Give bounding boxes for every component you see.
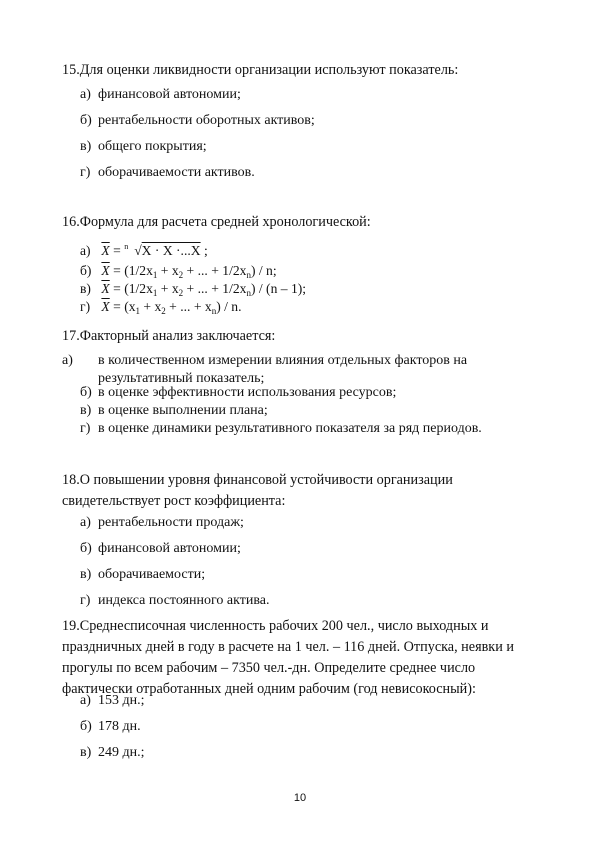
subscript: 1 bbox=[152, 270, 158, 280]
option-15-c bbox=[80, 138, 207, 156]
option-letter: в) bbox=[80, 567, 92, 582]
question-15 bbox=[62, 60, 540, 81]
formula-part: = (x bbox=[113, 299, 136, 314]
formula-part: ) / (n – 1); bbox=[250, 281, 307, 296]
option-17-d bbox=[80, 420, 482, 438]
option-letter: а) bbox=[80, 515, 91, 530]
subscript: n bbox=[246, 270, 251, 280]
question-17 bbox=[62, 326, 540, 347]
question-text: Формула для расчета средней хронологической: bbox=[79, 214, 371, 230]
formula-part: + ... + 1/2x bbox=[183, 281, 247, 296]
option-letter: б) bbox=[80, 385, 92, 400]
question-18 bbox=[62, 470, 540, 512]
formula-part: ) / n; bbox=[250, 263, 277, 278]
question-text: Среднесписочная численность рабочих 200 чел., число выходных и праздничных дней в году в расчете на 1 чел. – 116 дней. Отпуска, неявки и прогулы по всем рабочим – 7350 чел.-дн. Определите среднее число фактически отработанных дней одним рабочим (год невисокосный): bbox=[62, 618, 514, 697]
question-19 bbox=[62, 616, 540, 700]
page-number: 10 bbox=[293, 792, 307, 804]
option-text: рентабельности оборотных активов; bbox=[98, 113, 315, 128]
x-mean-symbol: $\overline{X}$ bbox=[101, 281, 110, 296]
option-letter: в) bbox=[80, 403, 92, 418]
radicand: X · X ·...X bbox=[141, 243, 201, 258]
option-letter: б) bbox=[80, 113, 92, 128]
option-18-c bbox=[80, 566, 205, 584]
option-letter: а) bbox=[62, 353, 73, 368]
option-15-a bbox=[80, 86, 241, 104]
option-text: оборачиваемости; bbox=[98, 567, 206, 582]
x-mean-symbol: $\overline{X}$ bbox=[101, 299, 110, 314]
option-text: 178 дн. bbox=[98, 719, 141, 734]
option-letter: в) bbox=[80, 745, 92, 760]
option-letter: г) bbox=[80, 593, 91, 608]
subscript: n bbox=[211, 306, 217, 316]
option-17-c bbox=[80, 402, 268, 420]
option-letter: а) bbox=[80, 243, 91, 258]
nth-root: n √X · X ·...X bbox=[124, 242, 200, 260]
option-15-b bbox=[80, 112, 315, 130]
option-17-b bbox=[80, 384, 396, 402]
option-letter: в) bbox=[80, 139, 92, 154]
option-text: финансовой автономии; bbox=[98, 87, 241, 102]
option-letter: б) bbox=[80, 541, 92, 556]
formula-part: + ... + x bbox=[165, 299, 212, 314]
option-19-b bbox=[80, 718, 141, 736]
option-letter: б) bbox=[80, 719, 92, 734]
x-mean-symbol: $\overline{X}$ bbox=[101, 243, 110, 258]
formula-part: ) / n. bbox=[216, 299, 242, 314]
option-text: 249 дн.; bbox=[98, 745, 145, 760]
option-text: в оценке эффективности использования ресурсов; bbox=[98, 385, 397, 400]
option-letter: б) bbox=[80, 263, 92, 278]
option-18-b bbox=[80, 540, 241, 558]
question-number: 17. bbox=[62, 328, 80, 344]
formula-option-a bbox=[80, 242, 208, 260]
question-number: 16. bbox=[62, 214, 80, 230]
option-letter: г) bbox=[80, 165, 91, 180]
subscript: n bbox=[246, 288, 251, 298]
question-text: О повышении уровня финансовой устойчивости организации свидетельствует рост коэффициента: bbox=[62, 472, 453, 509]
formula-part: + ... + 1/2x bbox=[183, 263, 247, 278]
question-16 bbox=[62, 212, 540, 233]
subscript: 1 bbox=[135, 306, 141, 316]
option-19-c bbox=[80, 744, 145, 762]
question-number: 15. bbox=[62, 62, 80, 78]
formula-tail: ; bbox=[203, 243, 208, 258]
option-text: 153 дн.; bbox=[98, 693, 145, 708]
option-letter: а) bbox=[80, 87, 91, 102]
option-15-d bbox=[80, 164, 255, 182]
formula-part: + x bbox=[157, 263, 179, 278]
subscript: 2 bbox=[161, 306, 166, 316]
formula-part: + x bbox=[140, 299, 162, 314]
option-text: рентабельности продаж; bbox=[98, 515, 244, 530]
question-number: 18. bbox=[62, 472, 80, 488]
option-letter: а) bbox=[80, 693, 91, 708]
question-text: Для оценки ликвидности организации используют показатель: bbox=[79, 62, 459, 78]
root-index: n bbox=[124, 242, 129, 251]
formula-part: = (1/2x bbox=[113, 281, 153, 296]
option-letter: г) bbox=[80, 299, 91, 314]
option-text: финансовой автономии; bbox=[98, 541, 241, 556]
option-18-d bbox=[80, 592, 270, 610]
subscript: 1 bbox=[152, 288, 158, 298]
subscript: 2 bbox=[178, 270, 184, 280]
option-text: в оценке динамики результативного показателя за ряд периодов. bbox=[98, 421, 482, 436]
option-19-a bbox=[80, 692, 145, 710]
option-text: в количественном измерении влияния отдельных факторов на результативный показатель; bbox=[98, 353, 468, 386]
question-text: Факторный анализ заключается: bbox=[79, 328, 276, 344]
option-17-a bbox=[62, 352, 540, 388]
formula-part: = (1/2x bbox=[113, 263, 153, 278]
subscript: 2 bbox=[178, 288, 184, 298]
x-mean-symbol: $\overline{X}$ bbox=[101, 263, 110, 278]
option-text: общего покрытия; bbox=[98, 139, 207, 154]
question-number: 19. bbox=[62, 618, 80, 634]
option-letter: г) bbox=[80, 421, 91, 436]
option-text: оборачиваемости активов. bbox=[98, 165, 255, 180]
option-18-a bbox=[80, 514, 244, 532]
formula-option-d bbox=[80, 298, 242, 320]
option-text: индекса постоянного актива. bbox=[98, 593, 270, 608]
option-text: в оценке выполнении плана; bbox=[98, 403, 268, 418]
option-letter: в) bbox=[80, 281, 91, 296]
equals-sign: = bbox=[113, 243, 121, 258]
formula-part: + x bbox=[157, 281, 179, 296]
